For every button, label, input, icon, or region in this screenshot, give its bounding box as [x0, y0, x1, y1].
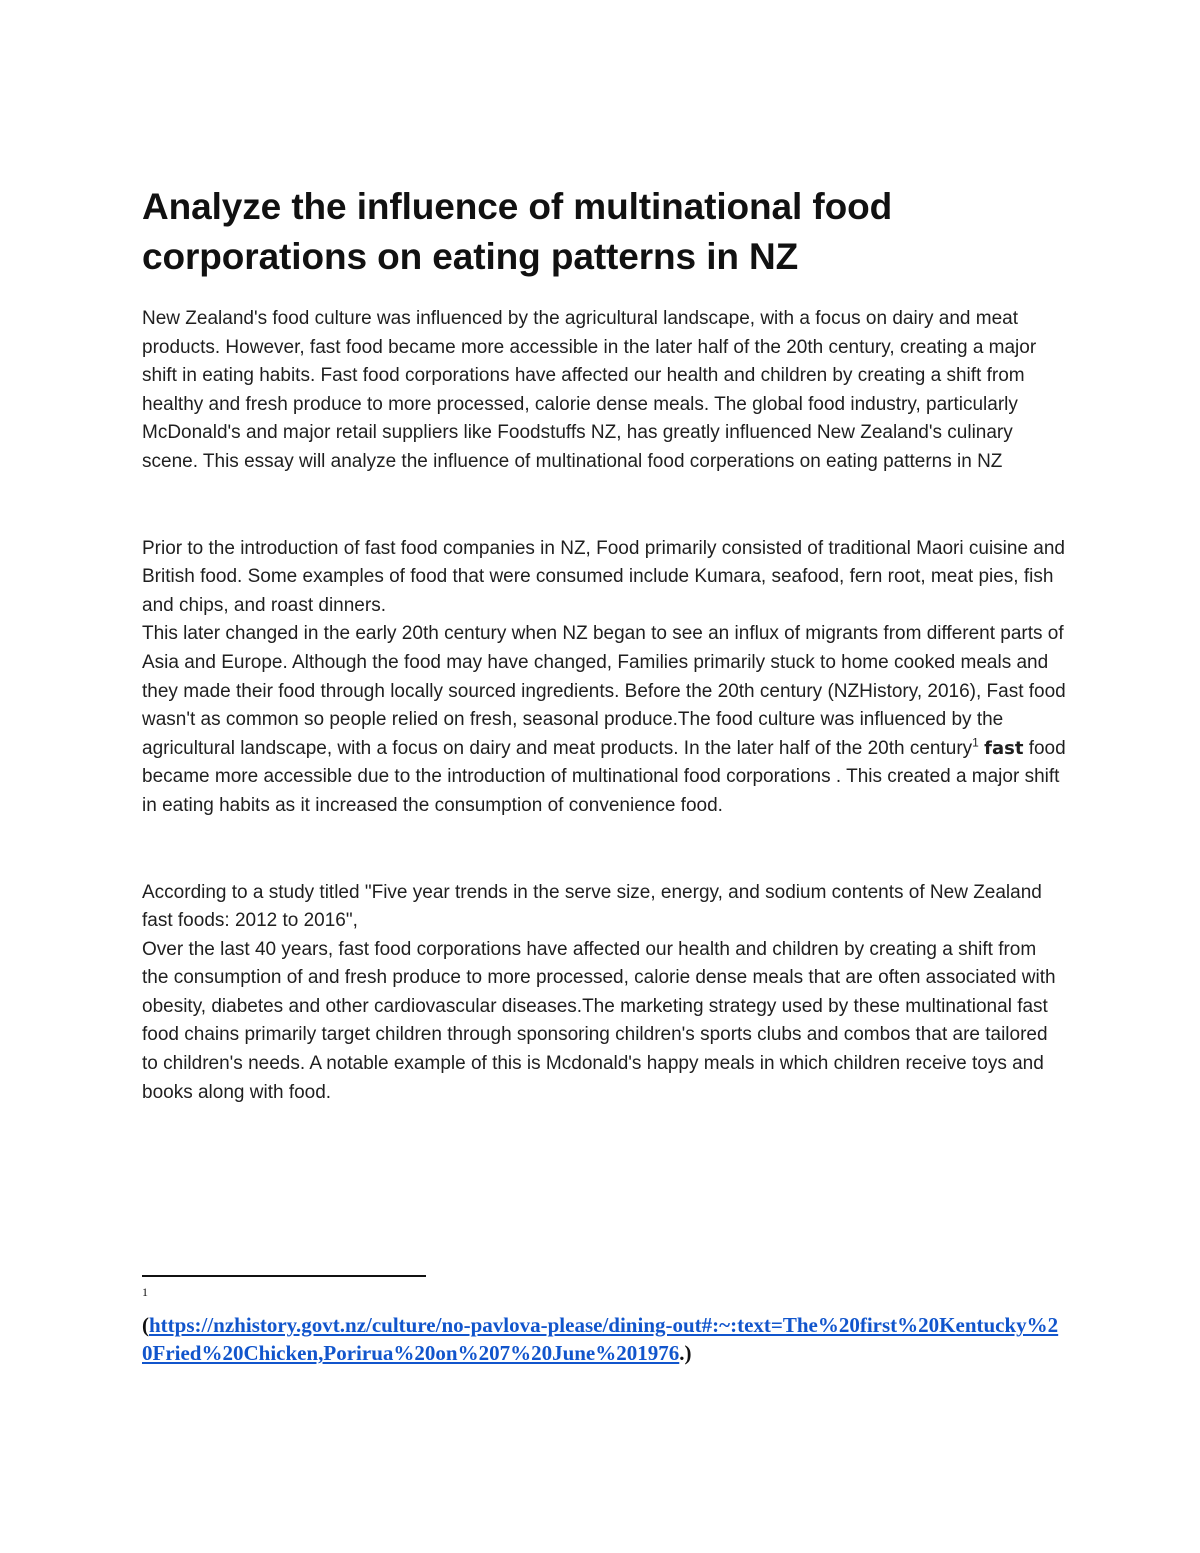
history-paragraph-1: Prior to the introduction of fast food companies in NZ, Food primarily consisted of traditional Maori cuisine and British food. Some examples of food that were consumed include Kumara, seafood, fern root, meat pies, fish and chips, and roast dinners.	[142, 537, 1066, 616]
spacer	[142, 477, 1067, 535]
footnote-text	[142, 1311, 1067, 1367]
document-title: Analyze the influence of multinational food corporations on eating patterns in NZ	[142, 186, 893, 277]
footnote-open-paren: (	[142, 1313, 149, 1337]
footnote-number: 1	[142, 1285, 148, 1299]
history-paragraph-2-end: food became more accessible due to the introduction of multinational food corporations . This created a major shift in eating habits as it increased the consumption of convenience food.	[142, 737, 1066, 816]
study-paragraph-1: According to a study titled "Five year trends in the serve size, energy, and sodium contents of New Zealand fast foods: 2012 to 2016",	[142, 881, 1042, 932]
history-paragraph-2-text: This later changed in the early 20th century when NZ began to see an influx of migrants from different parts of Asia and Europe. Although the food may have changed, Families primarily stuck to home cooked meals and they made their food through locally sourced ingredients. Before the 20th century (NZHistory, 2016), Fast food wasn't as common so people relied on fresh, seasonal produce.The food culture was influenced by the agricultural landscape, with a focus on dairy and meat products. In the later half of the 20th century	[142, 623, 1066, 759]
footnote-reference[interactable]: 1	[972, 735, 979, 750]
history-paragraph-2	[142, 620, 1067, 820]
intro-paragraph: New Zealand's food culture was influenced by the agricultural landscape, with a focus on dairy and meat products. However, fast food became more accessible in the later half of the 20th century, creating a major shift in eating habits. Fast food corporations have affected our health and children by creating a shift from healthy and fresh produce to more processed, calorie dense meals. The global food industry, particularly McDonald's and major retail suppliers like Foodstuffs NZ, has greatly influenced New Zealand's culinary scene. This essay will analyze the influence of multinational food corperations on eating patterns in NZ	[142, 308, 1037, 472]
study-paragraph-2: Over the last 40 years, fast food corporations have affected our health and children by creating a shift from the consumption of and fresh produce to more processed, calorie dense meals that are often associated with obesity, diabetes and other cardiovascular diseases.The marketing strategy used by these multinational fast food chains primarily target children through sponsoring children's sports clubs and combos that are tailored to children's needs. A notable example of this is Mcdonald's happy meals in which children receive toys and books along with food.	[142, 938, 1056, 1103]
spacer	[142, 821, 1067, 879]
document-page	[142, 182, 1067, 1107]
footnote-divider	[142, 1275, 426, 1277]
footnote	[142, 1285, 1067, 1367]
footnote-close: .)	[679, 1341, 692, 1365]
bold-word: fast	[984, 737, 1024, 759]
footnote-link[interactable]: https://nzhistory.govt.nz/culture/no-pavlova-please/dining-out#:~:text=The%20first%20Kentucky%20Fried%20Chicken,Porirua%20on%207%20June%201976	[142, 1313, 1059, 1365]
